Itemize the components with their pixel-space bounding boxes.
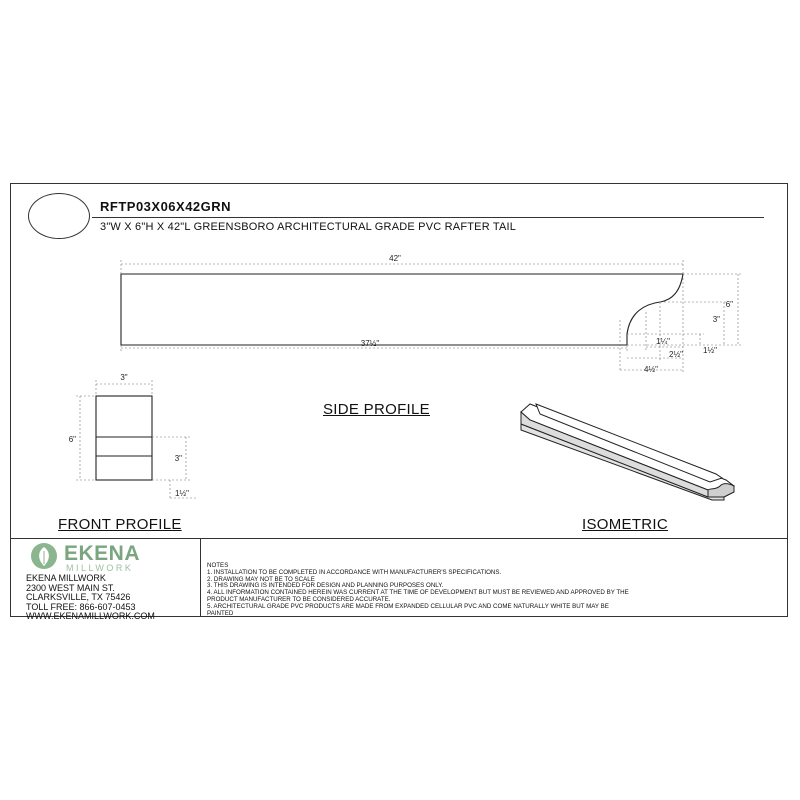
footer-column-divider xyxy=(200,538,201,617)
part-number: RFTP03X06X42GRN xyxy=(100,199,232,214)
note-item: PAINTED xyxy=(207,609,234,617)
note-item: 4. ALL INFORMATION CONTAINED HEREIN WAS CURRENT AT THE TIME OF DEVELOPMENT BUT MUST BE REVIEWED AND APPROVED BY THE xyxy=(207,589,629,597)
dim-text-3: 3" xyxy=(712,315,720,324)
company-website[interactable]: WWW.EKENAMILLWORK.COM xyxy=(26,611,155,621)
front-dim-text-width: 3" xyxy=(120,373,128,382)
note-item: 1. INSTALLATION TO BE COMPLETED IN ACCORDANCE WITH MANUFACTURER'S SPECIFICATIONS. xyxy=(207,568,502,576)
front-profile-outline xyxy=(96,396,152,480)
side-profile-outline xyxy=(121,274,683,345)
note-item: 3. THIS DRAWING IS INTENDED FOR DESIGN AND PLANNING PURPOSES ONLY. xyxy=(207,582,444,590)
note-item: 2. DRAWING MAY NOT BE TO SCALE xyxy=(207,575,315,583)
front-dim-text-mid: 3" xyxy=(174,454,182,463)
company-address-line-1: 2300 WEST MAIN ST. xyxy=(26,582,115,593)
company-name: EKENA MILLWORK xyxy=(26,573,106,583)
dim-text-6: 6" xyxy=(725,300,733,309)
notes-heading: NOTES xyxy=(207,562,229,569)
company-phone: TOLL FREE: 866-607-0453 xyxy=(26,601,136,612)
part-description: 3"W X 6"H X 42"L GREENSBORO ARCHITECTURAL GRADE PVC RAFTER TAIL xyxy=(100,221,517,233)
company-info xyxy=(26,574,155,622)
logo-name: EKENA xyxy=(64,542,141,565)
notes-block xyxy=(207,563,777,617)
dim-text-37-5: 37½" xyxy=(360,339,380,348)
isometric-label: ISOMETRIC xyxy=(582,516,669,533)
front-dim-text-height: 6" xyxy=(68,435,76,444)
dim-text-2-5: 2½" xyxy=(669,350,683,359)
dim-text-42: 42" xyxy=(389,254,401,263)
footer-divider xyxy=(10,538,788,539)
note-item: PRODUCT MANUFACTURER TO BE CONSIDERED ACCURATE. xyxy=(207,595,391,603)
front-profile-label: FRONT PROFILE xyxy=(58,516,182,533)
dim-text-1-25: 1¼" xyxy=(656,337,670,346)
dim-text-1-5: 1½" xyxy=(703,346,717,355)
dim-text-4-5: 4½" xyxy=(644,365,658,374)
ekena-logo xyxy=(24,542,64,570)
side-profile-label: SIDE PROFILE xyxy=(323,401,430,418)
company-address-line-2: CLARKSVILLE, TX 75426 xyxy=(26,592,131,602)
note-item: 5. ARCHITECTURAL GRADE PVC PRODUCTS ARE MADE FROM EXPANDED CELLULAR PVC AND COME NATURALLY WHITE BUT MAY BE xyxy=(207,602,609,610)
front-dim-text-bottom: 1½" xyxy=(175,489,189,498)
logo-subtitle: MILLWORK xyxy=(66,563,134,573)
